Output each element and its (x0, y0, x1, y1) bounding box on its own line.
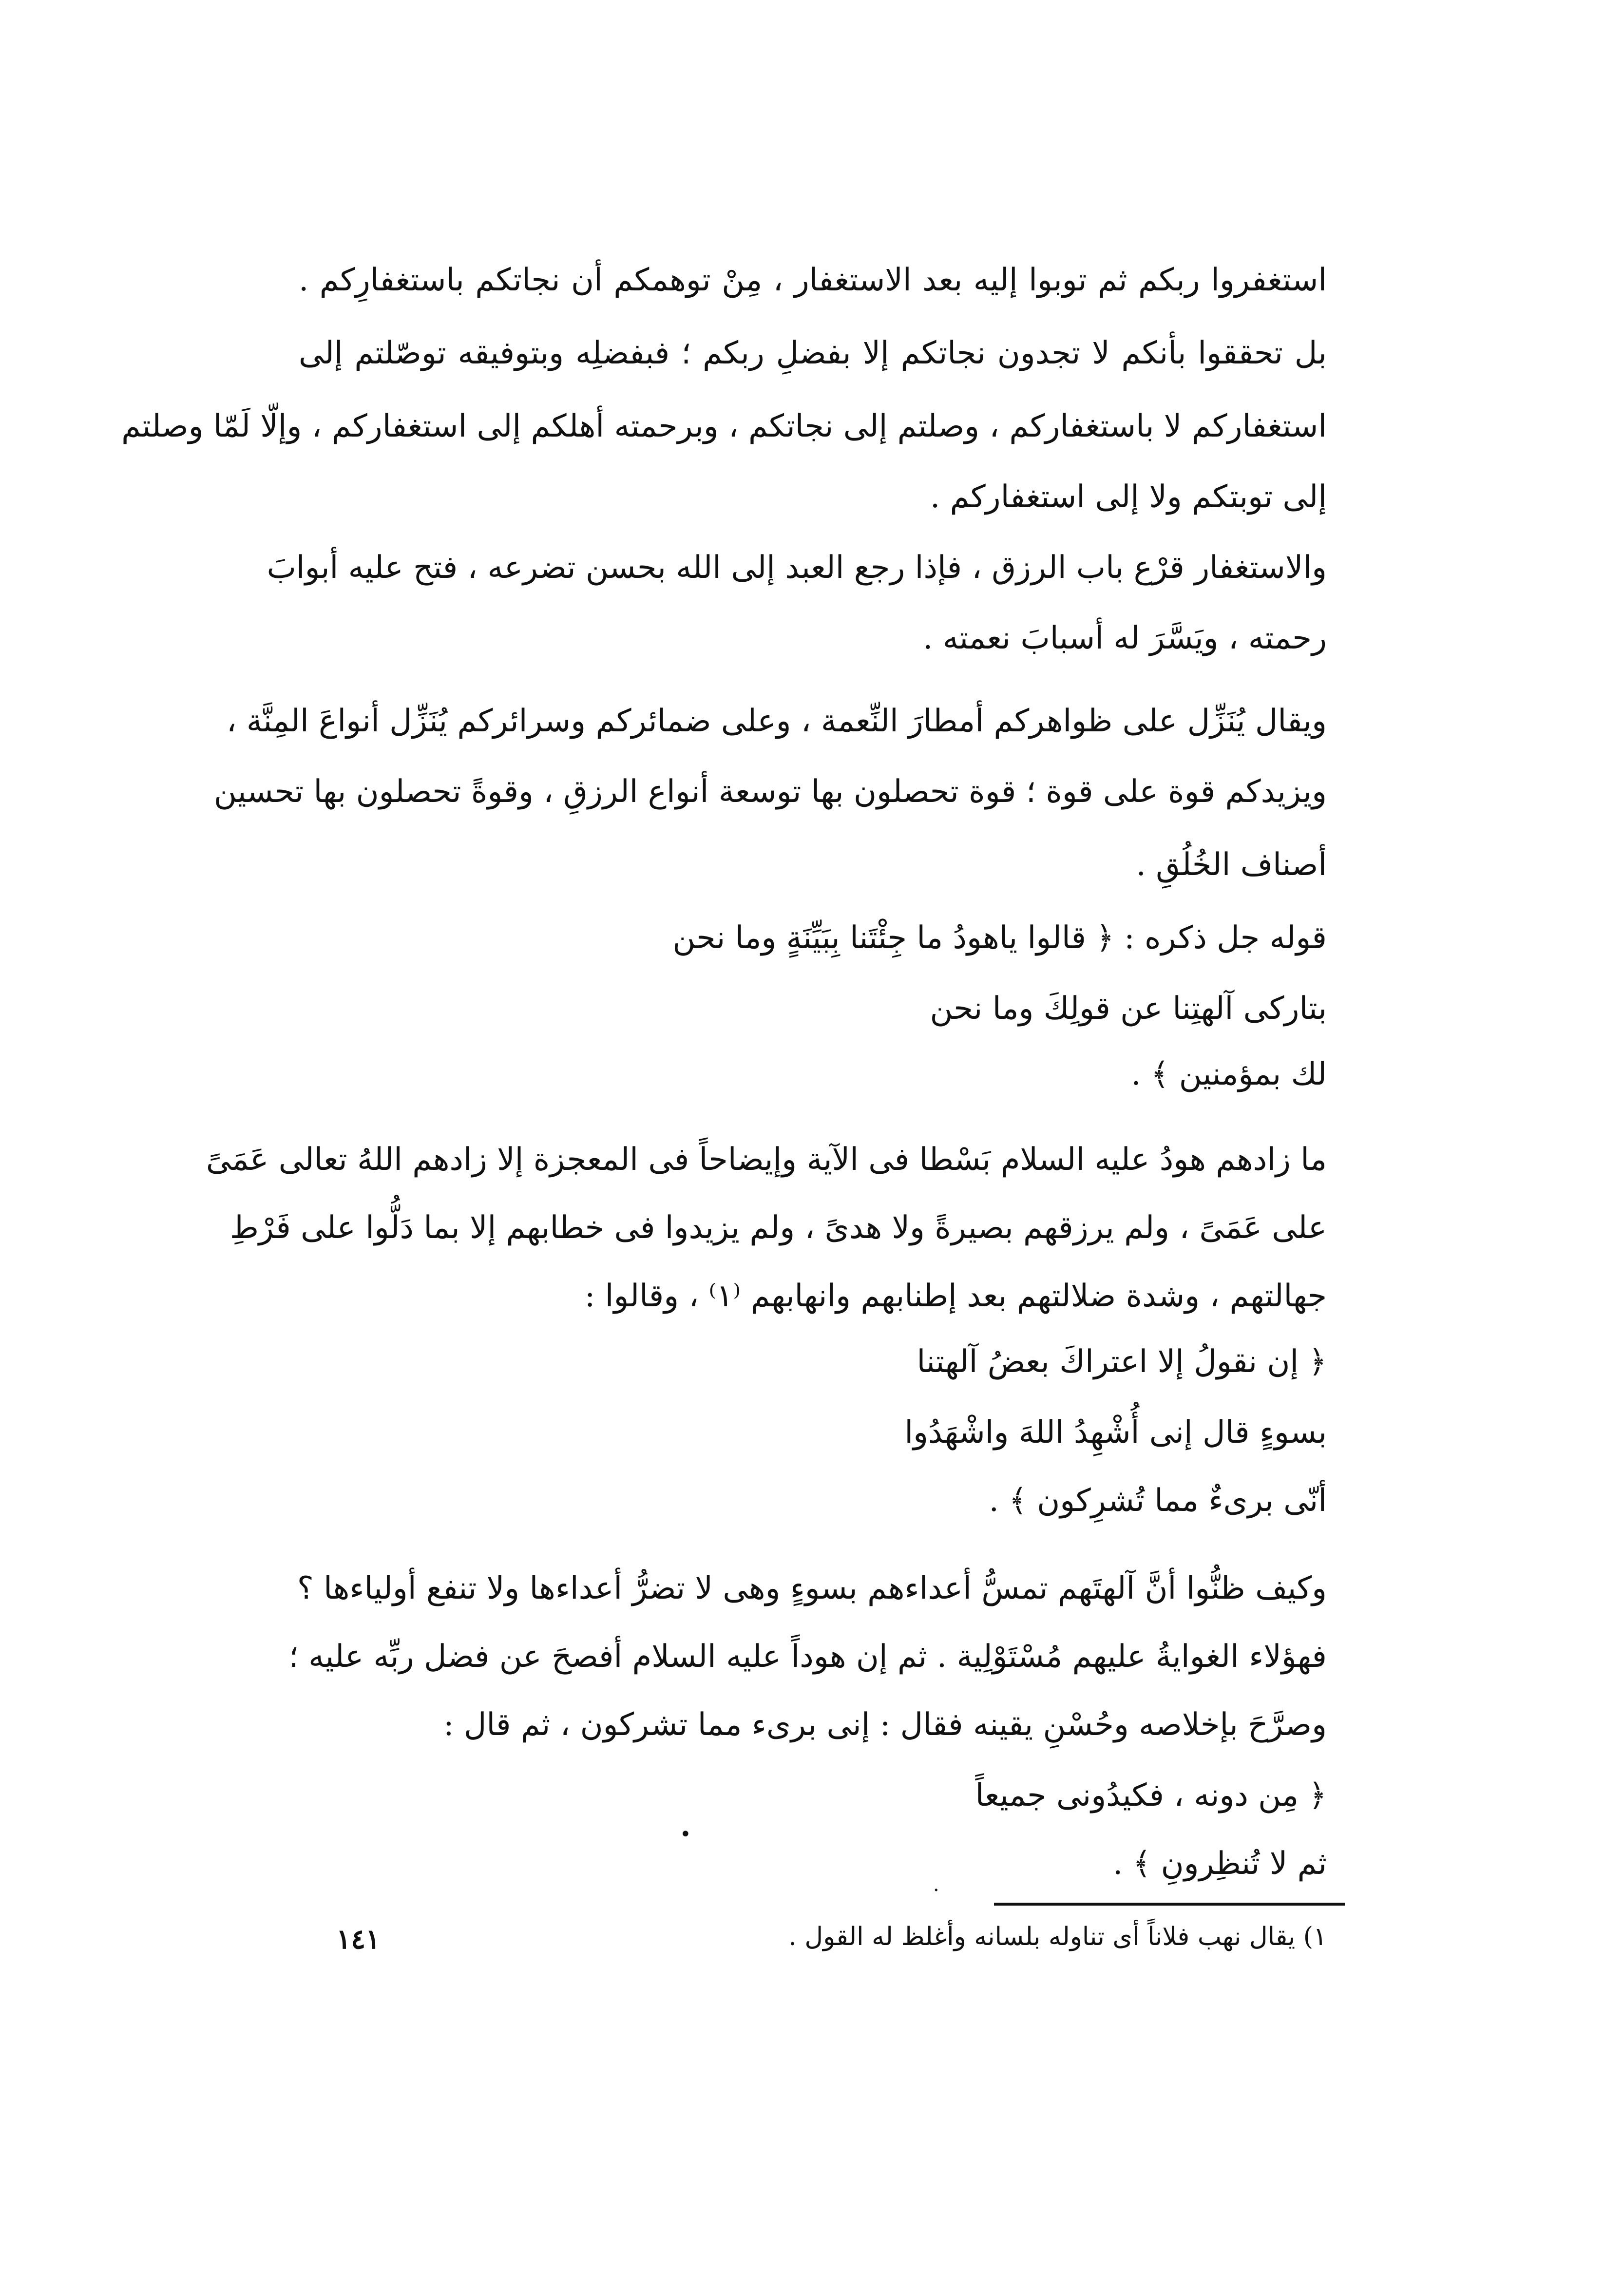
text-line: ويزيدكم قوة على قوة ؛ قوة تحصلون بها توسعة أنواع الرزقِ ، وقوةً تحصلون بها تحسين (213, 774, 1327, 810)
quran-verse-line: ﴿ مِن دونه ، فكيدُونى جميعاً (975, 1777, 1327, 1814)
quran-verse-line: ﴿ إن نقولُ إلا اعتراكَ بعضُ آلهتنا (917, 1344, 1327, 1380)
page-number: ١٤١ (336, 1923, 381, 1955)
quran-verse-line: بتاركى آلهتِنا عن قولِكَ وما نحن (930, 991, 1327, 1027)
quran-verse-line: أنّى برىءٌ مما تُشرِكون ﴾ . (989, 1483, 1327, 1519)
text-line: إلى توبتكم ولا إلى استغفاركم . (930, 479, 1327, 515)
text-line: والاستغفار قرْع باب الرزق ، فإذا رجع العبد إلى الله بحسن تضرعه ، فتح عليه أبوابَ (267, 550, 1327, 586)
text-line: رحمته ، ويَسَّرَ له أسبابَ نعمته . (923, 620, 1327, 656)
footnote-separator (994, 1903, 1345, 1906)
quran-verse-line: لك بمؤمنين ﴾ . (1131, 1056, 1327, 1092)
text-line: وكيف ظنُّوا أنَّ آلهتَهم تمسُّ أعداءهم بسوءٍ وهى لا تضرُّ أعداءها ولا تنفع أولياءها ؟ (297, 1570, 1327, 1606)
text-line: على عَمَىً ، ولم يرزقهم بصيرةً ولا هدىً ، ولم يزيدوا فى خطابهم إلا بما دَلُّوا على فَرْطِ (229, 1210, 1327, 1246)
quran-verse-line: بسوءٍ قال إنى أُشْهِدُ اللهَ واشْهَدُوا (904, 1414, 1327, 1451)
quran-verse-line: ثم لا تُنظِرونِ ﴾ . (1113, 1846, 1327, 1882)
text-line: جهالتهم ، وشدة ضلالتهم بعد إطنابهم وانهابهم ⁽١⁾ ، وقالوا : (584, 1278, 1327, 1314)
text-line: ويقال يُنَزِّل على ظواهركم أمطارَ النِّعمة ، وعلى ضمائركم وسرائركم يُنَزِّل أنواعَ المِنَّة ، (226, 703, 1327, 739)
text-line: استغفاركم لا باستغفاركم ، وصلتم إلى نجاتكم ، وبرحمته أهلكم إلى استغفاركم ، وإلّا لَمّا وصلتم (121, 408, 1327, 444)
ink-dot: · (933, 1879, 939, 1902)
footnote: ١) يقال نهب فلاناً أى تناوله بلسانه وأغلظ له القول . (788, 1922, 1327, 1951)
ink-dot: • (680, 1823, 691, 1846)
text-line: بل تحققوا بأنكم لا تجدون نجاتكم إلا بفضلِ ربكم ؛ فبفضلِه وبتوفيقه توصّلتم إلى (299, 335, 1327, 371)
text-line: ما زادهم هودُ عليه السلام بَسْطا فى الآية وإيضاحاً فى المعجزة إلا زادهم اللهُ تعالى عَمَىً (206, 1142, 1327, 1178)
text-line: استغفروا ربكم ثم توبوا إليه بعد الاستغفار ، مِنْ توهمكم أن نجاتكم باستغفارِكم . (299, 262, 1327, 298)
text-line: فهؤلاء الغوايةُ عليهم مُسْتَوْلِية . ثم إن هوداً عليه السلام أفصحَ عن فضل ربِّه عليه ؛ (288, 1639, 1327, 1675)
text-line: أصناف الخُلُقِ . (1136, 847, 1327, 883)
text-line: وصرَّحَ بإخلاصه وحُسْنِ يقينه فقال : إنى برىء مما تشركون ، ثم قال : (443, 1707, 1327, 1743)
quran-verse-line: قوله جل ذكره : ﴿ قالوا ياهودُ ما جِئْتَنا بِبَيِّنَةٍ وما نحن (672, 920, 1327, 956)
